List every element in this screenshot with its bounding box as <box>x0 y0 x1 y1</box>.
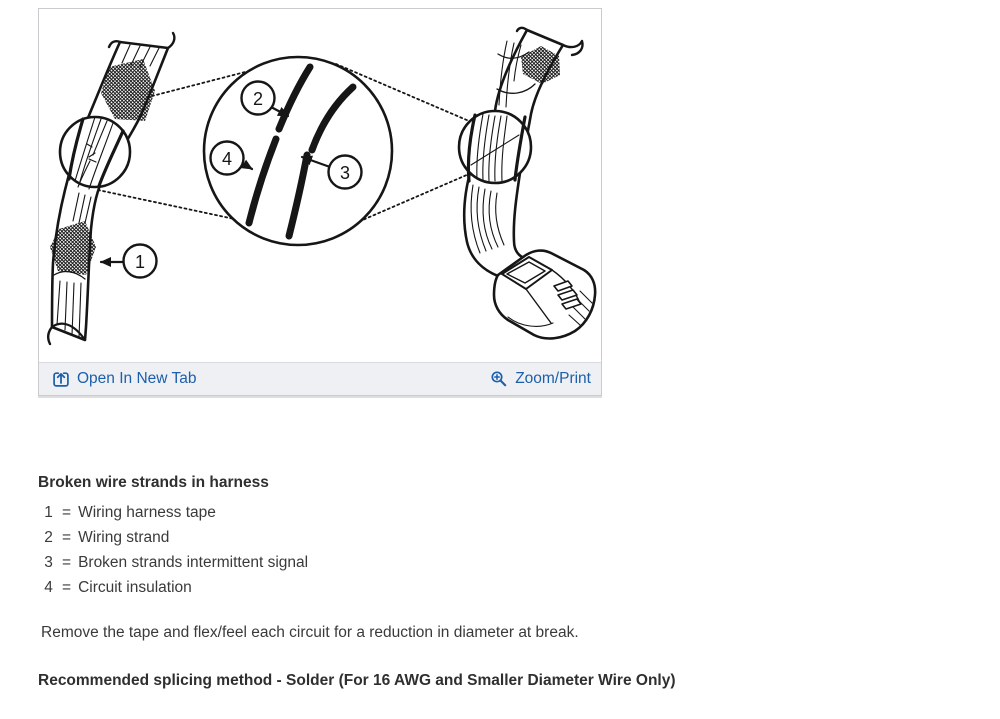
legend-num: 4 <box>44 579 53 596</box>
callout-1 <box>101 245 157 278</box>
figure-image[interactable] <box>39 9 601 362</box>
right-harness-segment <box>459 28 595 339</box>
legend-label: Circuit insulation <box>78 579 192 596</box>
legend-list <box>38 500 968 600</box>
center-magnified-view <box>204 57 392 245</box>
callout-2-label: 2 <box>252 89 264 109</box>
callout-3-label: 3 <box>339 163 351 183</box>
legend-row <box>38 525 968 550</box>
zoom-icon <box>490 370 508 388</box>
legend-title: Broken wire strands in harness <box>38 474 269 491</box>
legend-row <box>38 500 968 525</box>
instruction-paragraph: Remove the tape and flex/feel each circuit for a reduction in diameter at break. <box>41 624 579 641</box>
open-in-new-tab-label: Open In New Tab <box>77 370 197 387</box>
open-in-new-tab-link[interactable] <box>52 370 196 388</box>
section-heading: Recommended splicing method - Solder (For 16 AWG and Smaller Diameter Wire Only) <box>38 672 676 689</box>
wiring-harness-illustration <box>39 9 601 362</box>
callout-4-label: 4 <box>221 149 233 169</box>
legend-eq: = <box>62 529 72 546</box>
legend-row <box>38 575 968 600</box>
content-area <box>38 474 968 690</box>
legend-num: 2 <box>44 529 53 546</box>
zoom-print-link[interactable] <box>490 370 591 388</box>
left-harness-segment <box>48 33 174 344</box>
open-in-new-tab-icon <box>52 370 70 388</box>
legend-num: 1 <box>44 504 53 521</box>
legend-num: 3 <box>44 554 53 571</box>
legend-label: Broken strands intermittent signal <box>78 554 309 571</box>
figure-toolbar <box>39 362 601 395</box>
callout-1-label: 1 <box>134 252 146 272</box>
legend-label: Wiring harness tape <box>78 504 216 521</box>
legend-eq: = <box>62 579 72 596</box>
legend-label: Wiring strand <box>78 529 170 546</box>
figure-panel <box>38 8 602 396</box>
legend-eq: = <box>62 504 72 521</box>
zoom-print-label: Zoom/Print <box>515 370 591 387</box>
legend-eq: = <box>62 554 72 571</box>
legend-row <box>38 550 968 575</box>
